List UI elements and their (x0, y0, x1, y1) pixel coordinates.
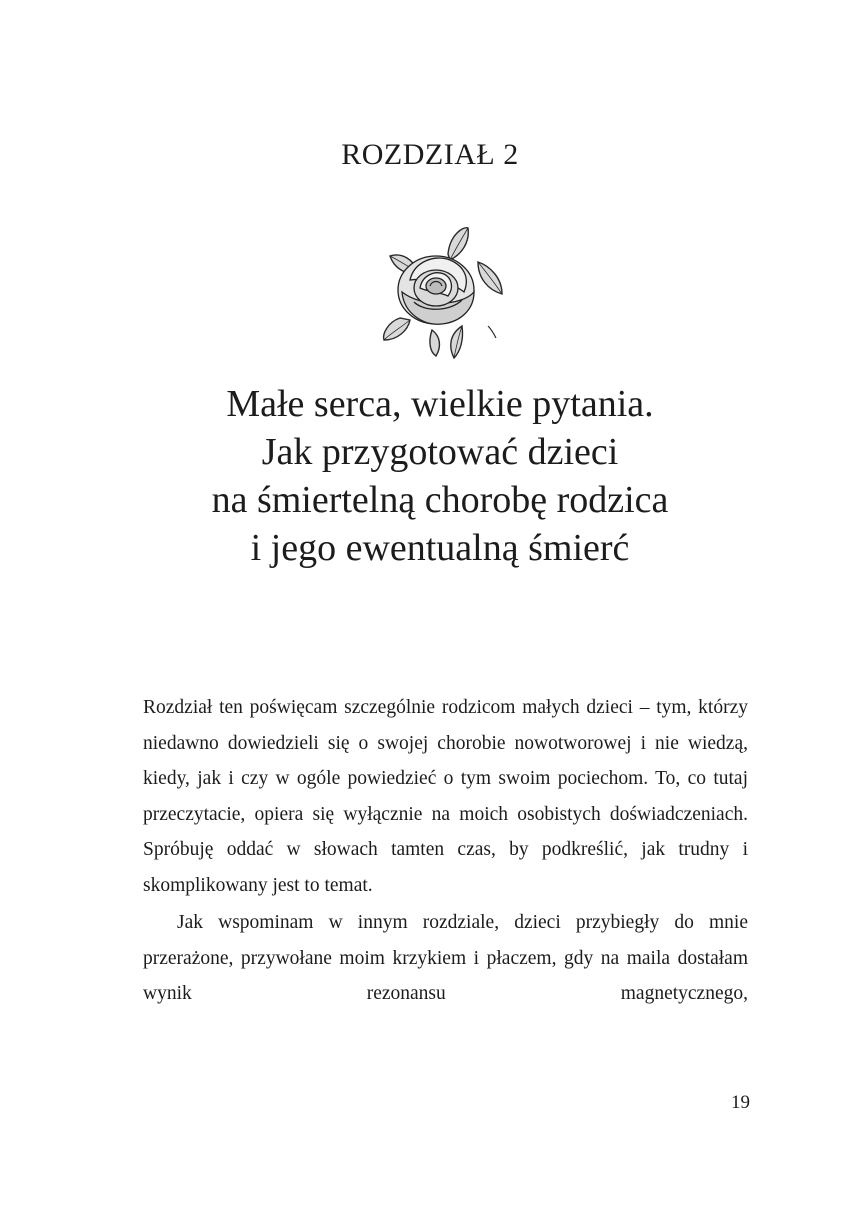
page-number: 19 (731, 1092, 750, 1113)
rose-icon (378, 222, 506, 360)
title-line: na śmiertelną chorobę rodzica (211, 479, 669, 521)
title-line: i jego ewentualną śmierć (250, 527, 630, 569)
title-line: Jak przygotować dzieci (261, 431, 619, 473)
paragraph: Rozdział ten poświęcam szczególnie rodzicom małych dzieci – tym, którzy niedawno dowiedzieli się o swojej chorobie nowotworowej i nie wiedzą, kiedy, jak i czy w ogóle powiedzieć o tym swoim pociechom. To, co tutaj przeczytacie, opiera się wyłącznie na moich osobistych doświadczeniach. Spróbuję oddać w słowach tamten czas, by podkreślić, jak trudny i skomplikowany jest to temat. (143, 697, 748, 896)
chapter-title (140, 380, 740, 572)
body-text (143, 690, 748, 1012)
chapter-label: ROZDZIAŁ 2 (341, 138, 519, 171)
paragraph: Jak wspominam w innym rozdziale, dzieci przybiegły do mnie przerażone, przywołane moim krzykiem i płaczem, gdy na maila dostałam wynik rezonansu magnetycznego, (143, 912, 748, 1004)
title-line: Małe serca, wielkie pytania. (226, 383, 654, 425)
